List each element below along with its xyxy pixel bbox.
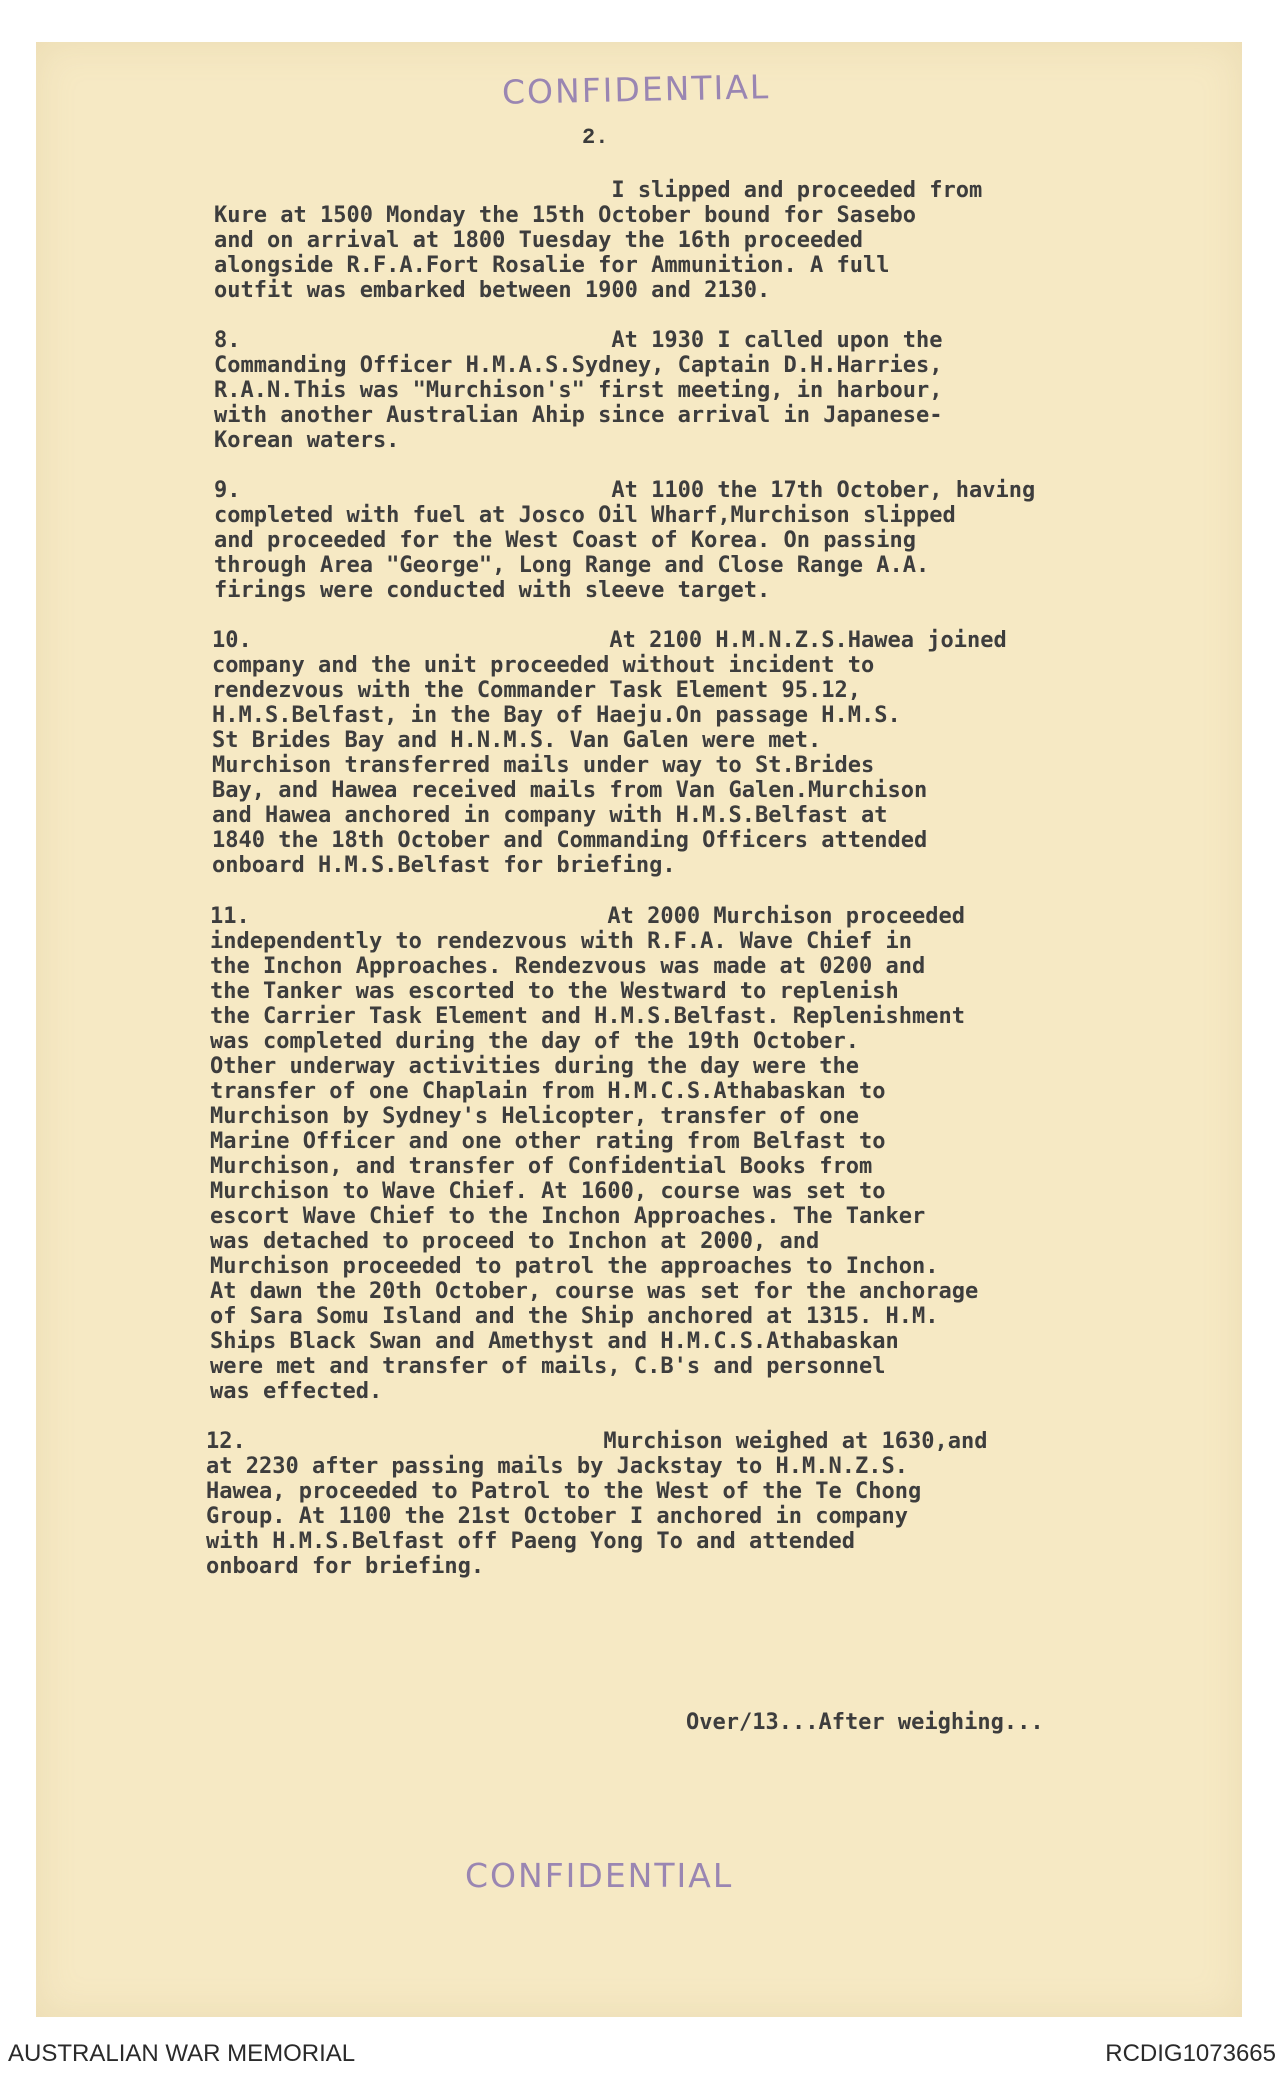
confidential-stamp-bottom: CONFIDENTIAL <box>465 1856 734 1895</box>
continuation-note: Over/13...After weighing... <box>686 1710 1044 1735</box>
archive-id: RCDIG1073665 <box>1105 2040 1276 2067</box>
paragraph-12: 12. Murchison weighed at 1630,and at 2230 after passing mails by Jackstay to H.M.N.Z.S. Hawea, proceeded to Patrol to the West of the Te Chong Group. At 1100 the 21st October I anchored in company with H.M.S.Belfast off Paeng Yong To and attended onboard for briefing. <box>206 1429 988 1579</box>
paragraph-10: 10. At 2100 H.M.N.Z.S.Hawea joined company and the unit proceeded without incident to rendezvous with the Commander Task Element 95.12, H.M.S.Belfast, in the Bay of Haeju.On passage H.M.S. St Brides Bay and H.N.M.S. Van Galen were met. Murchison transferred mails under way to St.Brides Bay, and Hawea received mails from Van Galen.Murchison and Hawea anchored in company with H.M.S.Belfast at 1840 the 18th October and Commanding Officers attended onboard H.M.S.Belfast for briefing. <box>212 628 1007 878</box>
paragraph-8: 8. At 1930 I called upon the Commanding Officer H.M.A.S.Sydney, Captain D.H.Harries, R.A.N.This was "Murchison's" first meeting, in harbour, with another Australian Ahip since arrival in Japanese- Korean waters. <box>214 328 943 453</box>
page-number: 2. <box>582 125 609 150</box>
archive-credit: AUSTRALIAN WAR MEMORIAL <box>8 2040 356 2067</box>
paragraph-9: 9. At 1100 the 17th October, having completed with fuel at Josco Oil Wharf,Murchison slipped and proceeded for the West Coast of Korea. On passing through Area "George", Long Range and Close Range A.A. firings were conducted with sleeve target. <box>214 478 1036 603</box>
paragraph-7: I slipped and proceeded from Kure at 1500 Monday the 15th October bound for Sasebo and on arrival at 1800 Tuesday the 16th proceeded alongside R.F.A.Fort Rosalie for Ammunition. A full outfit was embarked between 1900 and 2130. <box>214 178 983 303</box>
paragraph-11: 11. At 2000 Murchison proceeded independently to rendezvous with R.F.A. Wave Chief in the Inchon Approaches. Rendezvous was made at 0200 and the Tanker was escorted to the Westward to replenish the Carrier Task Element and H.M.S.Belfast. Replenishment was completed during the day of the 19th October. Other underway activities during the day were the transfer of one Chaplain from H.M.C.S.Athabaskan to Murchison by Sydney's Helicopter, transfer of one Marine Officer and one other rating from Belfast to Murchison, and transfer of Confidential Books from Murchison to Wave Chief. At 1600, course was set to escort Wave Chief to the Inchon Approaches. The Tanker was detached to proceed to Inchon at 2000, and Murchison proceeded to patrol the approaches to Inchon. At dawn the 20th October, course was set for the anchorage of Sara Somu Island and the Ship anchored at 1315. H.M. Ships Black Swan and Amethyst and H.M.C.S.Athabaskan were met and transfer of mails, C.B's and personnel was effected. <box>210 904 979 1404</box>
confidential-stamp-top: CONFIDENTIAL <box>501 67 771 112</box>
